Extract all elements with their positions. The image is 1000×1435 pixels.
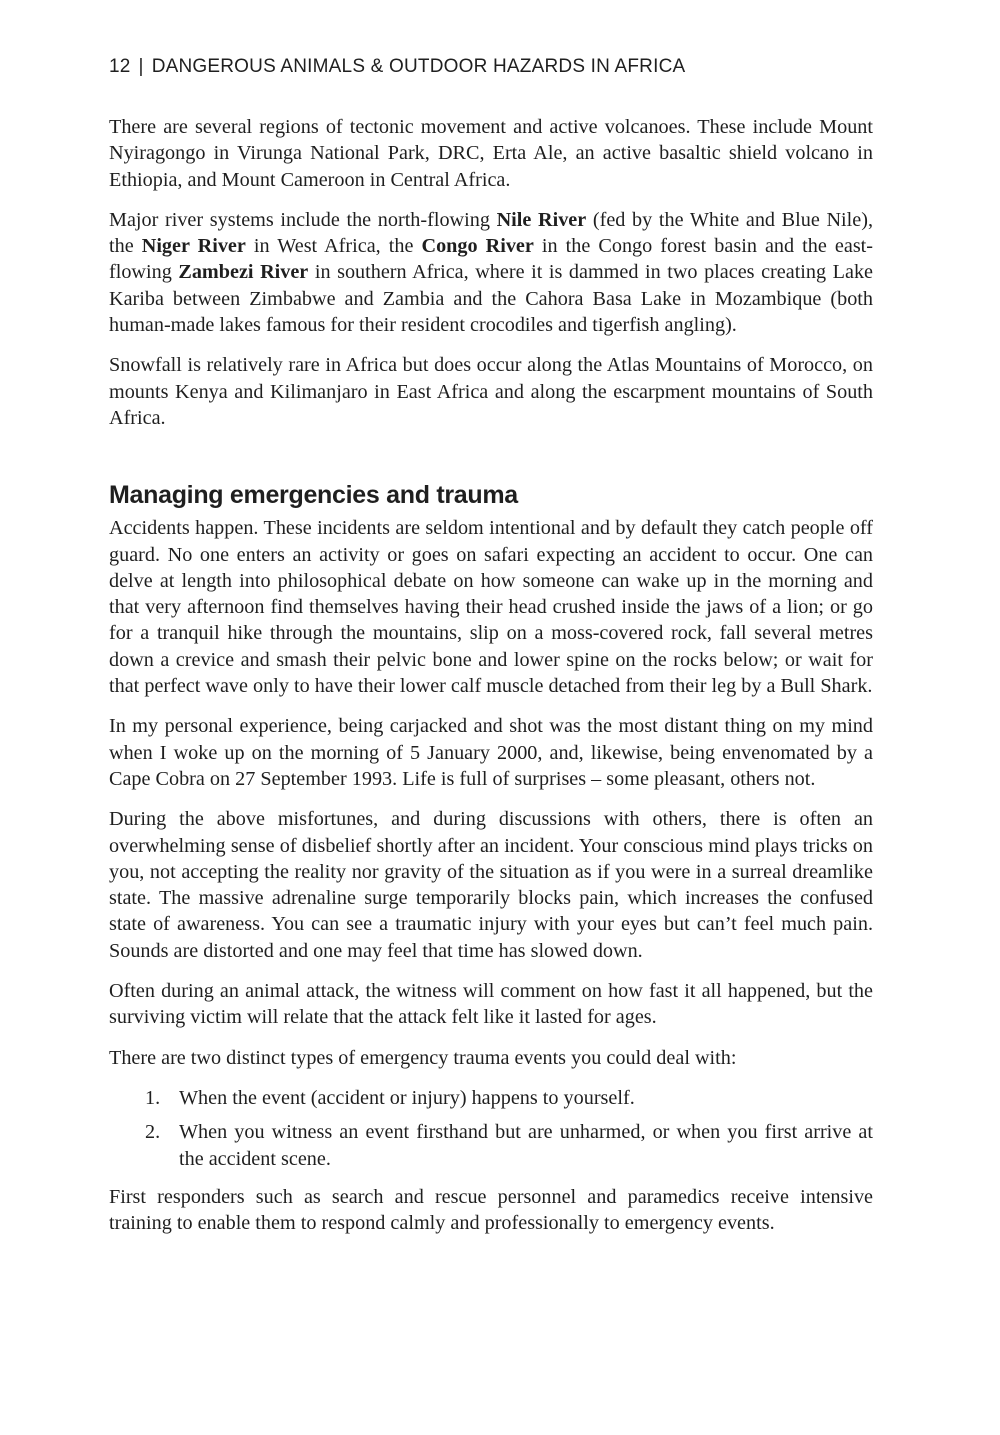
page-number: 12 bbox=[109, 56, 131, 77]
paragraph-rivers bbox=[109, 207, 873, 338]
list-item-number: 2. bbox=[145, 1121, 161, 1144]
rivers-text-3: in West Africa, the bbox=[245, 235, 422, 258]
paragraph-accidents: Accidents happen. These incidents are seldom intentional and by default they catch people off guard. No one enters an activity or goes on safari expecting an accident to occur. One can delve at length into philosophical debate on how someone can wake up in the morning and that very afternoon find themselves having their head crushed inside the jaws of a lion; or go for a tranquil hike through the mountains, slip on a moss-covered rock, fall several metres down a crevice and smash their pelvic bone and lower spine on the rocks below; or wait for that perfect wave only to have their lower calf muscle detached from their leg by a Bull Shark. bbox=[109, 517, 873, 698]
zambezi-river-term: Zambezi River bbox=[178, 261, 309, 284]
running-head-title: DANGEROUS ANIMALS & OUTDOOR HAZARDS IN AFRICA bbox=[151, 56, 686, 77]
rivers-text-1: Major river systems include the north-flowing bbox=[109, 208, 497, 231]
running-head bbox=[109, 56, 685, 78]
running-head-separator: | bbox=[138, 56, 144, 77]
paragraph-first-responders: First responders such as search and rescue personnel and paramedics receive intensive training to enable them to respond calmly and professionally to emergency events. bbox=[109, 1185, 873, 1235]
list-item-text: When you witness an event firsthand but are unharmed, or when you first arrive at the accident scene. bbox=[179, 1121, 873, 1170]
rivers-text-5: in southern Africa, where it is dammed in two places creating Lake Kariba between Zimbabwe and Zambia and the Cahora Basa Lake in Mozambique (both human-made lakes famous for their resident crocodiles and tigerfish angling). bbox=[109, 261, 874, 337]
paragraph-personal-experience: In my personal experience, being carjacked and shot was the most distant thing on my mind when I woke up on the morning of 5 January 2000, and, likewise, being envenomated by a Cape Cobra on 27 September 1993. Life is full of surprises – some pleasant, others not. bbox=[109, 715, 873, 790]
page-body bbox=[109, 114, 873, 1236]
list-item-number: 1. bbox=[145, 1086, 161, 1109]
paragraph-event-types-intro: There are two distinct types of emergency trauma events you could deal with: bbox=[109, 1046, 737, 1069]
rivers-text-4: in the Congo forest basin and the east-flowing bbox=[109, 235, 874, 284]
event-types-list bbox=[109, 1085, 873, 1172]
paragraph-disbelief: During the above misfortunes, and during discussions with others, there is often an overwhelming sense of disbelief shortly after an incident. Your conscious mind plays tricks on you, not accepting the reality nor gravity of the situation as if you were in a surreal dreamlike state. The massive adrenaline surge temporarily blocks pain, which increases the confused state of awareness. You can see a traumatic injury with your eyes but can’t feel much pain. Sounds are distorted and one may feel that time has slowed down. bbox=[109, 808, 873, 962]
rivers-text-2: (fed by the White and Blue Nile), the bbox=[109, 208, 873, 258]
list-item bbox=[145, 1085, 873, 1111]
paragraph-snowfall: Snowfall is relatively rare in Africa but does occur along the Atlas Mountains of Morocco, on mounts Kenya and Kilimanjaro in East Africa and along the escarpment mountains of South Africa. bbox=[109, 354, 873, 429]
paragraph-volcanoes: There are several regions of tectonic movement and active volcanoes. These include Mount Nyiragongo in Virunga National Park, DRC, Erta Ale, an active basaltic shield volcano in Ethiopia, and Mount Cameroon in Central Africa. bbox=[109, 116, 873, 191]
section-heading: Managing emergencies and trauma bbox=[109, 481, 518, 510]
paragraph-animal-attack: Often during an animal attack, the witness will comment on how fast it all happened, but the surviving victim will relate that the attack felt like it lasted for ages. bbox=[109, 980, 873, 1029]
nile-river-term: Nile River bbox=[496, 208, 587, 231]
niger-river-term: Niger River bbox=[141, 235, 246, 258]
list-item-text: When the event (accident or injury) happens to yourself. bbox=[179, 1086, 635, 1109]
list-item bbox=[145, 1119, 873, 1172]
congo-river-term: Congo River bbox=[421, 235, 534, 258]
